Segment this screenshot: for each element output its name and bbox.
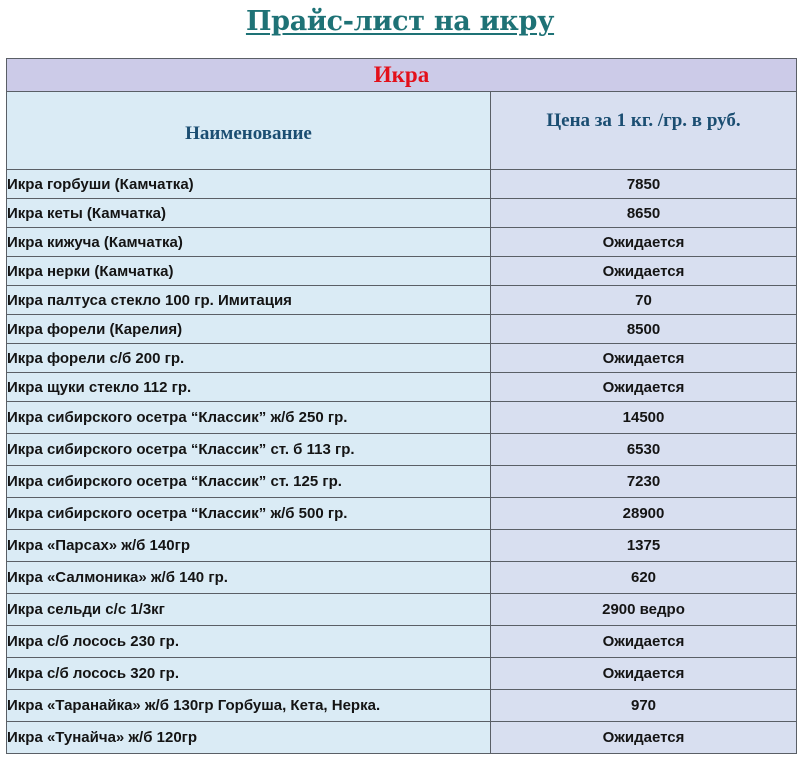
product-price: 7850	[491, 170, 797, 199]
product-name: Икра сибирского осетра “Классик” ст. 125 гр.	[7, 466, 491, 498]
product-price: 620	[491, 562, 797, 594]
product-price: 6530	[491, 434, 797, 466]
product-name: Икра горбуши (Камчатка)	[7, 170, 491, 199]
table-row	[7, 344, 797, 373]
product-name: Икра с/б лосось 320 гр.	[7, 658, 491, 690]
product-price: 1375	[491, 530, 797, 562]
table-row	[7, 402, 797, 434]
table-row	[7, 286, 797, 315]
column-header-name: Наименование	[7, 92, 491, 170]
product-name: Икра «Салмоника» ж/б 140 гр.	[7, 562, 491, 594]
product-name: Икра с/б лосось 230 гр.	[7, 626, 491, 658]
product-name: Икра сибирского осетра “Классик” ж/б 250 гр.	[7, 402, 491, 434]
product-price: Ожидается	[491, 373, 797, 402]
product-price: Ожидается	[491, 626, 797, 658]
table-row	[7, 170, 797, 199]
table-row	[7, 315, 797, 344]
table-row	[7, 498, 797, 530]
product-price: 8500	[491, 315, 797, 344]
product-price: Ожидается	[491, 257, 797, 286]
product-name: Икра кижуча (Камчатка)	[7, 228, 491, 257]
product-name: Икра «Парсах» ж/б 140гр	[7, 530, 491, 562]
product-name: Икра форели (Карелия)	[7, 315, 491, 344]
table-row	[7, 626, 797, 658]
product-name: Икра форели с/б 200 гр.	[7, 344, 491, 373]
product-name: Икра палтуса стекло 100 гр. Имитация	[7, 286, 491, 315]
table-row	[7, 228, 797, 257]
section-title: Икра	[7, 59, 797, 92]
table-row	[7, 434, 797, 466]
table-row	[7, 594, 797, 626]
product-price: Ожидается	[491, 228, 797, 257]
table-row	[7, 373, 797, 402]
table-row	[7, 690, 797, 722]
table-row	[7, 562, 797, 594]
product-name: Икра щуки стекло 112 гр.	[7, 373, 491, 402]
product-price: Ожидается	[491, 722, 797, 754]
product-price: Ожидается	[491, 658, 797, 690]
page-title	[0, 0, 800, 52]
table-row	[7, 530, 797, 562]
product-price: 7230	[491, 466, 797, 498]
product-price: 14500	[491, 402, 797, 434]
table-row	[7, 658, 797, 690]
column-header-price: Цена за 1 кг. /гр. в руб.	[491, 92, 797, 170]
product-name: Икра «Тунайча» ж/б 120гр	[7, 722, 491, 754]
table-row	[7, 466, 797, 498]
section-header-row	[7, 59, 797, 92]
product-price: 2900 ведро	[491, 594, 797, 626]
product-price: 8650	[491, 199, 797, 228]
product-price: 28900	[491, 498, 797, 530]
column-header-row	[7, 92, 797, 170]
product-name: Икра сибирского осетра “Классик” ст. б 113 гр.	[7, 434, 491, 466]
product-name: Икра «Таранайка» ж/б 130гр Горбуша, Кета, Нерка.	[7, 690, 491, 722]
product-name: Икра сибирского осетра “Классик” ж/б 500 гр.	[7, 498, 491, 530]
table-row	[7, 722, 797, 754]
table-row	[7, 199, 797, 228]
product-price: 70	[491, 286, 797, 315]
product-price: 970	[491, 690, 797, 722]
page-title-text: Прайс-лист на икру	[245, 6, 555, 37]
product-name: Икра нерки (Камчатка)	[7, 257, 491, 286]
product-price: Ожидается	[491, 344, 797, 373]
price-table	[6, 58, 797, 754]
product-name: Икра кеты (Камчатка)	[7, 199, 491, 228]
table-row	[7, 257, 797, 286]
product-name: Икра сельди с/с 1/3кг	[7, 594, 491, 626]
